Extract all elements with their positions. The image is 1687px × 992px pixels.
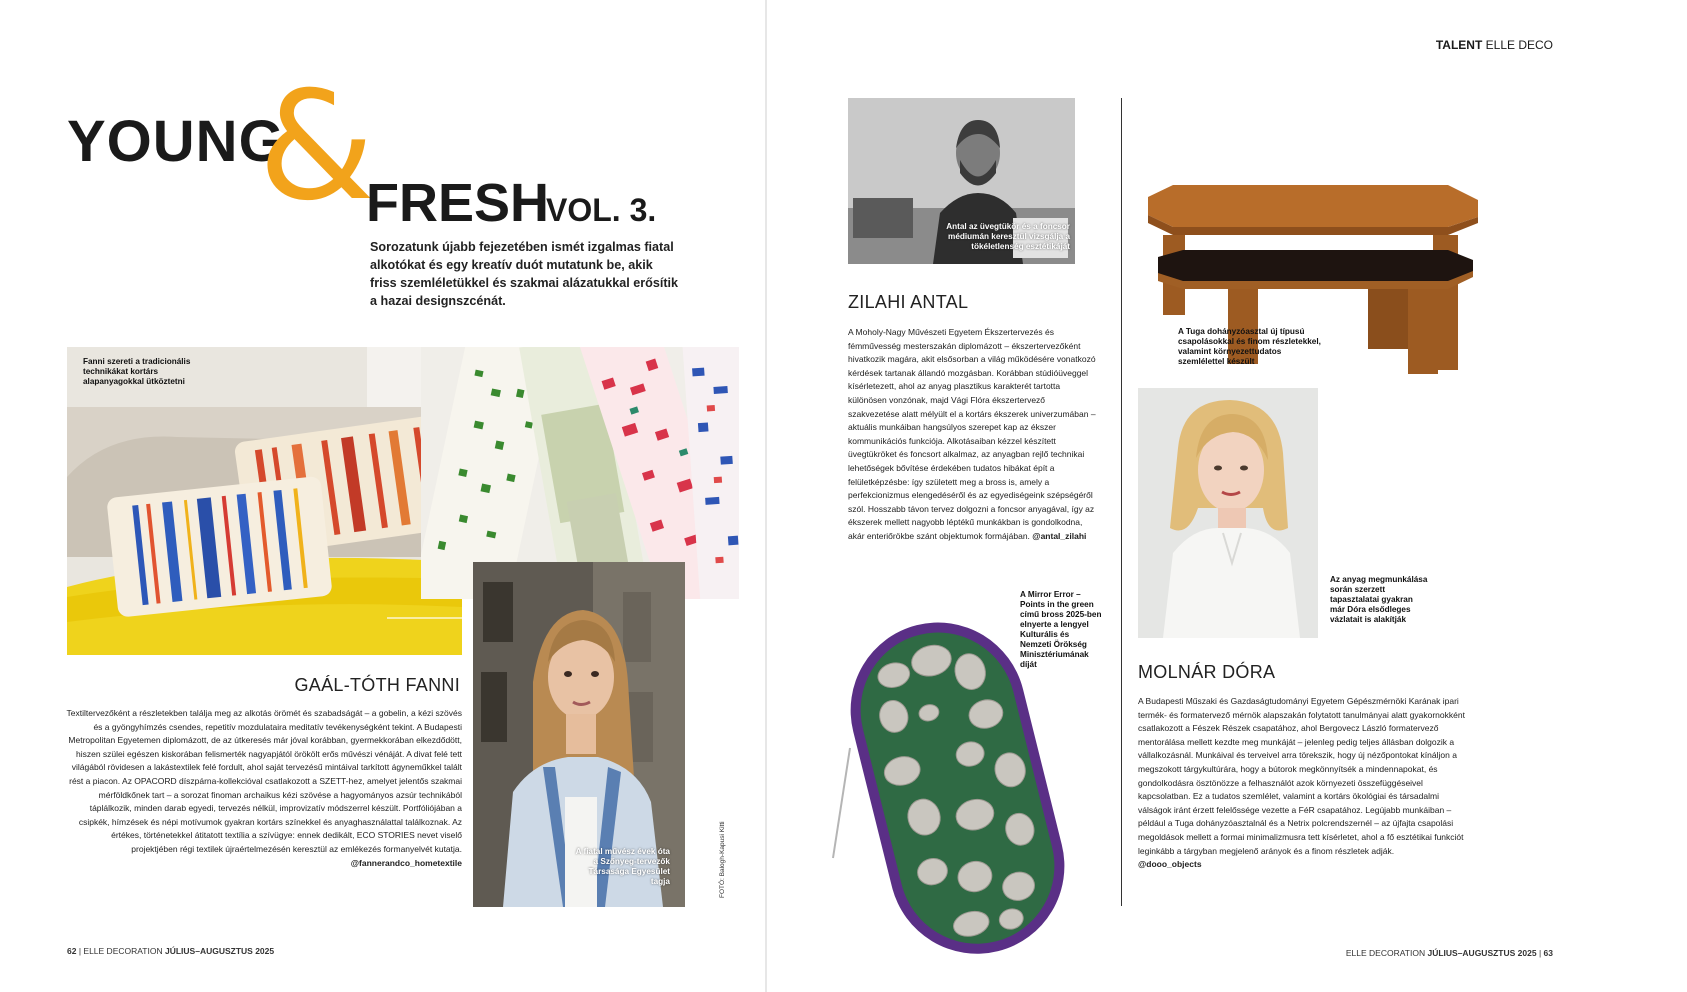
designer-name-dora: MOLNÁR DÓRA: [1138, 662, 1276, 682]
photo-portrait-dora: [1138, 388, 1318, 638]
caption-dora-portrait: Az anyag megmunkálása során szerzett tapasztalatai gyakran már Dóra elsődleges vázlatait is alakítják: [1330, 575, 1428, 624]
column-divider: [1121, 98, 1122, 906]
instagram-handle-fanni[interactable]: @fannerandco_hometextile: [350, 857, 462, 868]
folio-right: ELLE DECORATION JÚLIUS–AUGUSZTUS 2025 | 63: [1345, 948, 1553, 958]
page-spine: [765, 0, 767, 992]
designer-name-fanni: GAÁL-TÓTH FANNI: [294, 675, 460, 695]
folio-date-right: JÚLIUS–AUGUSZTUS 2025: [1427, 948, 1537, 958]
page-number-left: 62: [67, 946, 77, 956]
article-body-fanni: [65, 707, 462, 870]
folio-date-left: JÚLIUS–AUGUSZTUS 2025: [164, 946, 275, 956]
photo-pillows-sofa: [67, 347, 462, 655]
caption-tuga-table: A Tuga dohányzóasztal új típusú csapolásokkal és finom részletekkel, valamint környezettudatos szemlélettel készült: [1178, 327, 1321, 366]
running-head-publication: ELLE DECO: [1485, 38, 1553, 52]
article-body-fanni-text: Textiltervezőként a részletekben találja meg az alkotás örömét és szabadságát – a gobelin, a kézi szövés és a gyöngyhímzés csendes, repetitív mozdulataira meditatív tevékenységként tekint. A Budapesti Metropolitan Egyetemen diplomázott, de az útkeresés már jóval korábban, gyermekkorában elkezdődött, hiszen szülei egészen kiskorában felismerték nagyapjától örökölt erős művészi vénáját. A divat felé tett világából rövidesen a lakástextilek felé fordult, ahol saját tervezésű mintáival tarkított ágyneműkkel talált rést a piacon. Az OPACORD díszpárna-kollekcióval csatlakozott a SZETT-hez, amelyet jelentős szakmai mérföldkőnek tart – a sorozat finoman archaikus kézi szövése a hagyományos azsúr technikából táplálkozik, minden darab egyedi, tervezés nélkül, improvizatív módszerrel készült. Portfóliójában a csipkék, hímzések és népi motívumok gyakran kortárs színekkel és anyaghasználattal találkoznak. Az értékes, történetekkel átitatott textília a szívügye: ennek dedikált, ECO STORIES nevet viselő projektjében régi textilek újraértelmezésén keresztül az emlékezés formanyelvét kutatja.: [66, 708, 462, 854]
right-page: [768, 0, 1687, 992]
article-body-antal: [848, 326, 1098, 544]
headline-ampersand: &: [258, 60, 375, 234]
caption-pillows: Fanni szereti a tradicionális technikákat kortárs alapanyagokkal ütköztetni: [83, 357, 191, 386]
headline-young: YOUNG: [67, 109, 285, 174]
caption-antal-portrait: Antal az üvegtükör és a foncsor médiumán keresztül vizsgálja a tökéletlenség esztétikáját: [946, 222, 1070, 251]
article-body-dora-text: A Budapesti Műszaki és Gazdaságtudományi Egyetem Gépészmérnöki Karának ipari termék- és formatervező mérnök alapszakán folytatott tanulmányai alatt gyakornokként csatlakozott a Fészek Részek csapatához, ahol Bergovecz László formatervező mentorálása mellett kezdte meg munkáját – jelenleg pedig teljes állásban dolgozik a vállalkozásnál. Munkáival és terveivel arra törekszik, hogy új nézőpontokat kínáljon a megszokott tárgykultúrára, hogy a bútorok megkönnyítsék a mindennapokat, és gondolkodásra ösztönözze a felhasználót azok környezeti összefüggéseivel kapcsolatban. Ez a tudatos szemlélet, valamint a kortárs ökológiai és társadalmi válságok iránt érzett felelőssége vezette a FéR csapatához. Legújabb munkáiban – például a Tuga dohányzóasztalnál és a Netrix polcrendszernél – az újfajta csapolási megoldások mellett a formai minimalizmusra tett kísérletet, ahol a fő esztétikai funkciót leginkább a tárgyban megjelenő arányok és a finom részletek adják.: [1138, 696, 1465, 856]
instagram-handle-antal[interactable]: @antal_zilahi: [1032, 530, 1087, 541]
designer-name-antal: ZILAHI ANTAL: [848, 292, 969, 312]
running-head: [1353, 38, 1553, 52]
left-page: [0, 0, 764, 992]
photo-credit: FOTÓ: Balogh-Kapusi Kitti: [719, 821, 726, 898]
article-body-antal-text: A Moholy-Nagy Művészeti Egyetem Ékszertervezés és fémművesség mesterszakán diplomázott – ékszertervezőként hivatkozik magára, akit elsősorban a világ működésére vonatkozó kérdések tartanak állandó mozgásban. Korábban stúdióüveggel kísérletezett, ahol az anyag plasztikus karakterét tartotta különösen vonzónak, majd Vági Flóra ékszertervező szakvezetése alatt mélyült el a kortárs ékszerek univerzumában – aktuális munkáiban hangsúlyos szerepet kap az ékszer kommunikációs funkciója. Alkotásaiban kézzel készített üvegtükröket és foncsort alkalmaz, az anyagban rejlő technikai lehetőségek bővítése érdekében tudatos hibákat épít a felületképzésbe: így született meg a bross is, amely a perfekcionizmus elengedéséről és az egyediségeink szépségéről szól. Hosszabb távon tervez dolgozni a foncsor anyagával, így az ékszerek mellett nagyobb léptékű munkákban is gondolkodna, akár enteriőrökbe szánt objektumok formájában.: [848, 327, 1096, 541]
caption-mirror-brooch: A Mirror Error – Points in the green című bross 2025-ben elnyerte a lengyel Kulturális és Nemzeti Örökség Minisztériumának díját: [1020, 590, 1102, 669]
caption-fanni-portrait: A fiatal művész évek óta a Szőnyeg-tervezők Társasága Egyesület tagja: [575, 847, 670, 886]
article-body-dora: [1138, 695, 1466, 872]
lead-paragraph: Sorozatunk újabb fejezetében ismét izgalmas fiatal alkotókat és egy kreatív duót mutatunk be, akik friss szemléletükkel és szakmai alázatukkal erősítik a hazai designszcénát.: [370, 240, 679, 308]
instagram-handle-dora[interactable]: @dooo_objects: [1138, 859, 1202, 870]
headline-fresh: FRESH: [366, 173, 550, 233]
folio-publication-right: ELLE DECORATION: [1345, 948, 1426, 958]
headline-volume: VOL. 3.: [546, 192, 657, 228]
running-head-section: TALENT: [1435, 38, 1483, 52]
folio-publication-left: ELLE DECORATION: [83, 946, 163, 956]
page-number-right: 63: [1543, 948, 1553, 958]
folio-left: 62 | ELLE DECORATION JÚLIUS–AUGUSZTUS 2025: [67, 946, 275, 956]
